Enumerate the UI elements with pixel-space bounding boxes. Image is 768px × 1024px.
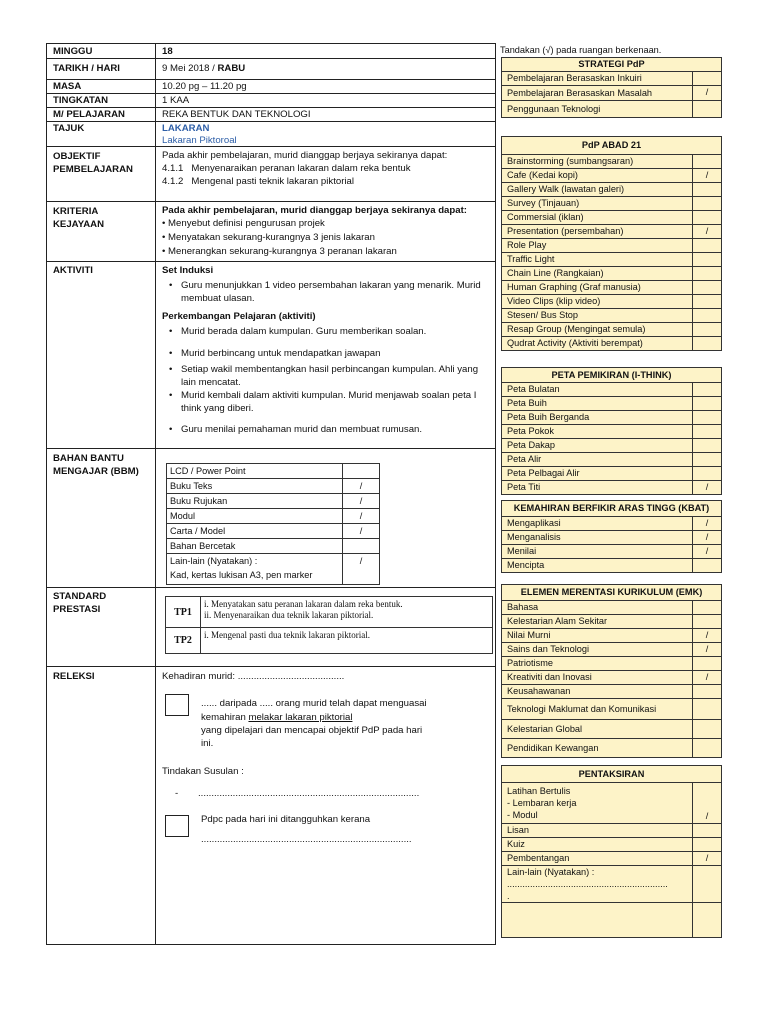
pdp21-item: Human Graphing (Graf manusia)	[502, 281, 693, 295]
emk-item: Kelestarian Alam Sekitar	[502, 615, 693, 629]
strategi-mark[interactable]: /	[693, 86, 722, 101]
pentaksiran-lain-mark[interactable]	[693, 866, 722, 903]
peta-mark[interactable]	[693, 425, 722, 439]
peta-row	[502, 397, 722, 411]
pdp21-mark[interactable]	[693, 309, 722, 323]
emk-item: Sains dan Teknologi	[502, 643, 693, 657]
emk-row	[502, 685, 722, 699]
tp2-text	[201, 628, 493, 654]
refleksi-underline-text: melakar lakaran piktorial	[248, 712, 353, 723]
pdp21-item: Survey (Tinjauan)	[502, 197, 693, 211]
aktiviti-label: AKTIVITI	[53, 265, 93, 276]
pdp21-row	[502, 239, 722, 253]
pdp21-row	[502, 309, 722, 323]
peta-title: PETA PEMIKIRAN (I-THINK)	[502, 368, 722, 383]
bbm-row	[167, 479, 380, 494]
peta-item: Peta Bulatan	[502, 383, 693, 397]
row-divider	[46, 448, 496, 449]
postpone-checkbox[interactable]	[165, 815, 189, 837]
kbat-row	[502, 559, 722, 573]
pdpc-dots: ...............................................................................	[201, 834, 412, 845]
kbat-row	[502, 545, 722, 559]
latihan-line: - Modul	[507, 810, 538, 820]
bbm-row	[167, 539, 380, 554]
pdp21-panel	[501, 136, 722, 351]
bbm-label-2: MENGAJAR (BBM)	[53, 466, 139, 477]
pdp21-row	[502, 169, 722, 183]
bbm-item: Carta / Model	[167, 524, 343, 539]
pdp21-title: PdP ABAD 21	[502, 137, 722, 155]
row-divider	[46, 121, 496, 122]
strategi-item: Pembelajaran Berasaskan Inkuiri	[502, 72, 693, 86]
strategi-row	[502, 101, 722, 118]
emk-row	[502, 720, 722, 739]
peta-mark[interactable]	[693, 411, 722, 425]
kbat-title: KEMAHIRAN BERFIKIR ARAS TINGG (KBAT)	[502, 501, 722, 517]
emk-mark[interactable]: /	[693, 671, 722, 685]
strategi-row	[502, 86, 722, 101]
tp1-key: TP1	[166, 597, 201, 628]
tindakan-dots: ...................................................................................	[198, 788, 420, 799]
pdpc-text: Pdpc pada hari ini ditangguhkan kerana	[201, 814, 371, 825]
row-divider	[46, 261, 496, 262]
tajuk-label: TAJUK	[53, 123, 85, 134]
bbm-mark[interactable]: /	[343, 479, 380, 494]
set-induksi-list	[162, 279, 482, 305]
pentaksiran-empty-mark[interactable]	[693, 903, 722, 938]
kriteria-label-2: KEJAYAAN	[53, 219, 105, 230]
objektif-intro: Pada akhir pembelajaran, murid dianggap berjaya sekiranya dapat:	[162, 150, 448, 161]
objektif-item-2	[162, 175, 354, 188]
perkembangan-item: • Murid kembali dalam aktiviti kumpulan. Murid menjawab soalan peta I think yang diberi.	[181, 389, 482, 415]
emk-row	[502, 643, 722, 657]
set-induksi-item: • Guru menunjukkan 1 video persembahan lakaran yang menarik. Murid membuat ulasan.	[181, 279, 482, 305]
kriteria-text: Menerangkan sekurang-kurangnya 3 peranan lakaran	[168, 246, 397, 257]
bbm-lain-label: Lain-lain (Nyatakan) :	[170, 556, 258, 566]
pentaksiran-lain-dots: ...............................................................	[507, 879, 668, 889]
emk-item: Nilai Murni	[502, 629, 693, 643]
emk-row	[502, 615, 722, 629]
refleksi-label: RELEKSI	[53, 671, 95, 682]
pdp21-item: Gallery Walk (lawatan galeri)	[502, 183, 693, 197]
kbat-row	[502, 531, 722, 545]
tindakan-dash: -	[175, 788, 179, 799]
row-divider	[46, 93, 496, 94]
kbat-mark[interactable]: /	[693, 517, 722, 531]
pdp21-mark[interactable]	[693, 281, 722, 295]
emk-item: Kelestarian Global	[502, 720, 693, 739]
row-divider	[46, 201, 496, 202]
tp-table	[165, 596, 493, 654]
latihan-line: Latihan Bertulis	[507, 786, 571, 796]
tajuk-line1: LAKARAN	[162, 123, 210, 134]
bbm-item: Buku Rujukan	[167, 494, 343, 509]
bbm-row	[167, 524, 380, 539]
pentaksiran-panel	[501, 765, 722, 938]
tarikh-day: RABU	[217, 63, 246, 74]
pdp21-row	[502, 225, 722, 239]
peta-mark[interactable]	[693, 467, 722, 481]
emk-item: Keusahawanan	[502, 685, 693, 699]
pelajaran-label: M/ PELAJARAN	[53, 109, 125, 120]
strategi-title: STRATEGI PdP	[502, 58, 722, 72]
set-induksi-title: Set Induksi	[162, 265, 214, 276]
kbat-mark[interactable]	[693, 559, 722, 573]
objektif-text: Menyenaraikan peranan lakaran dalam reka bentuk	[191, 163, 411, 174]
peta-row	[502, 425, 722, 439]
bbm-mark[interactable]: /	[343, 554, 380, 585]
perkembangan-item: • Setiap wakil membentangkan hasil perbincangan kumpulan. Ahli yang lain mencatat.	[181, 363, 482, 389]
peta-item: Peta Pelbagai Alir	[502, 467, 693, 481]
instruction-note: Tandakan (√) pada ruangan berkenaan.	[500, 45, 662, 55]
pdp21-mark[interactable]	[693, 239, 722, 253]
perkembangan-list	[162, 325, 482, 436]
pdp21-title-row	[502, 137, 722, 155]
emk-row	[502, 601, 722, 615]
pdp21-row	[502, 253, 722, 267]
row-divider	[46, 58, 496, 59]
kbat-row	[502, 517, 722, 531]
kbat-item: Mencipta	[502, 559, 693, 573]
tp1-line: i. Menyatakan satu peranan lakaran dalam reka bentuk.	[204, 599, 403, 609]
bbm-row	[167, 494, 380, 509]
pdp21-item: Cafe (Kedai kopi)	[502, 169, 693, 183]
tindakan-susulan-label: Tindakan Susulan :	[162, 766, 244, 777]
bbm-mark[interactable]: /	[343, 494, 380, 509]
emk-item: Patriotisme	[502, 657, 693, 671]
peta-mark[interactable]	[693, 439, 722, 453]
minggu-label: MINGGU	[53, 46, 93, 57]
pdp21-mark[interactable]	[693, 211, 722, 225]
pdp21-item: Resap Group (Mengingat semula)	[502, 323, 693, 337]
pdp21-row	[502, 295, 722, 309]
pdp21-row	[502, 281, 722, 295]
kriteria-item: • Menyebut definisi pengurusan projek	[162, 218, 325, 229]
pdp21-item: Chain Line (Rangkaian)	[502, 267, 693, 281]
tarikh-label: TARIKH / HARI	[53, 63, 120, 74]
pdp21-mark[interactable]	[693, 267, 722, 281]
kbat-item: Mengaplikasi	[502, 517, 693, 531]
pdp21-mark[interactable]	[693, 155, 722, 169]
emk-mark[interactable]: /	[693, 629, 722, 643]
bbm-lain-cell	[167, 554, 343, 585]
peta-item: Peta Titi	[502, 481, 693, 495]
tajuk-line2: Lakaran Piktoroal	[162, 135, 237, 146]
kbat-mark[interactable]: /	[693, 545, 722, 559]
peta-item: Peta Alir	[502, 453, 693, 467]
kriteria-item: • Menyatakan sekurang-kurangnya 3 jenis lakaran	[162, 232, 375, 243]
perkembangan-item: • Guru menilai pemahaman murid dan membuat rumusan.	[181, 423, 482, 436]
refleksi-line-2	[201, 711, 352, 724]
kriteria-intro: Pada akhir pembelajaran, murid dianggap berjaya sekiranya dapat:	[162, 205, 467, 216]
strategi-mark[interactable]	[693, 101, 722, 118]
tingkatan-label: TINGKATAN	[53, 95, 109, 106]
bbm-row	[167, 464, 380, 479]
peta-mark[interactable]: /	[693, 481, 722, 495]
pdp21-item: Stesen/ Bus Stop	[502, 309, 693, 323]
pdp21-row	[502, 211, 722, 225]
standard-label-2: PRESTASI	[53, 604, 101, 615]
kriteria-text: Menyebut definisi pengurusan projek	[168, 218, 325, 229]
standard-label-1: STANDARD	[53, 591, 107, 602]
perkembangan-item: • Murid berbincang untuk mendapatkan jawapan	[181, 347, 482, 360]
strategi-row	[502, 72, 722, 86]
pdp21-mark[interactable]	[693, 295, 722, 309]
pdp21-row	[502, 267, 722, 281]
strategi-title-row	[502, 58, 722, 72]
peta-item: Peta Buih	[502, 397, 693, 411]
peta-item: Peta Pokok	[502, 425, 693, 439]
pdp21-mark[interactable]	[693, 197, 722, 211]
pentaksiran-lain-label: Lain-lain (Nyatakan) :	[507, 867, 595, 877]
peta-panel	[501, 367, 722, 495]
refleksi-line-3: yang dipelajari dan mencapai objektif PdP pada hari	[201, 725, 423, 736]
kriteria-item: • Menerangkan sekurang-kurangnya 3 peranan lakaran	[162, 246, 397, 257]
pdp21-mark[interactable]: /	[693, 225, 722, 239]
emk-row	[502, 739, 722, 758]
tp2-key: TP2	[166, 628, 201, 654]
bbm-item: Buku Teks	[167, 479, 343, 494]
row-divider	[46, 146, 496, 147]
emk-row	[502, 699, 722, 720]
peta-row	[502, 481, 722, 495]
pdp21-item: Presentation (persembahan)	[502, 225, 693, 239]
bbm-mark[interactable]: /	[343, 524, 380, 539]
emk-item: Bahasa	[502, 601, 693, 615]
objektif-item-1	[162, 162, 411, 175]
pelajaran-value: REKA BENTUK DAN TEKNOLOGI	[162, 109, 311, 120]
peta-row	[502, 383, 722, 397]
perkembangan-title: Perkembangan Pelajaran (aktiviti)	[162, 311, 316, 322]
refleksi-line-1: ...... daripada ..... orang murid telah dapat menguasai	[201, 698, 427, 709]
bbm-row	[167, 554, 380, 585]
strategi-panel	[501, 57, 722, 118]
emk-title-row	[502, 585, 722, 601]
tarikh-value	[162, 62, 245, 75]
peta-row	[502, 439, 722, 453]
pdp21-row	[502, 323, 722, 337]
emk-mark[interactable]	[693, 685, 722, 699]
emk-item: Kreativiti dan Inovasi	[502, 671, 693, 685]
bbm-item: LCD / Power Point	[167, 464, 343, 479]
peta-mark[interactable]	[693, 397, 722, 411]
emk-panel	[501, 584, 722, 758]
pentaksiran-lain-dot: .	[507, 891, 510, 901]
tarikh-date: 9 Mei 2018 /	[162, 63, 215, 74]
pdp21-row	[502, 197, 722, 211]
peta-title-row	[502, 368, 722, 383]
emk-mark[interactable]	[693, 601, 722, 615]
kbat-title-row	[502, 501, 722, 517]
peta-mark[interactable]	[693, 383, 722, 397]
peta-mark[interactable]	[693, 453, 722, 467]
minggu-value: 18	[162, 46, 173, 57]
pdp21-row	[502, 337, 722, 351]
pentaksiran-mark[interactable]: /	[693, 852, 722, 866]
pentaksiran-item: Lisan	[502, 824, 693, 838]
strategi-item: Pembelajaran Berasaskan Masalah	[502, 86, 693, 101]
kbat-mark[interactable]: /	[693, 531, 722, 545]
pdp21-mark[interactable]: /	[693, 169, 722, 183]
masa-label: MASA	[53, 81, 82, 92]
latihan-line: - Lembaran kerja	[507, 798, 577, 808]
pentaksiran-mark[interactable]	[693, 824, 722, 838]
tingkatan-value: 1 KAA	[162, 95, 190, 106]
kriteria-label-1: KRITERIA	[53, 206, 99, 217]
row-divider	[46, 587, 496, 588]
emk-mark[interactable]	[693, 615, 722, 629]
kbat-item: Menilai	[502, 545, 693, 559]
pdp21-row	[502, 155, 722, 169]
masa-value: 10.20 pg – 11.20 pg	[162, 81, 247, 92]
row-divider	[46, 79, 496, 80]
pdp21-item: Traffic Light	[502, 253, 693, 267]
pentaksiran-mark[interactable]	[693, 838, 722, 852]
pdp21-item: Role Play	[502, 239, 693, 253]
pdp21-mark[interactable]	[693, 323, 722, 337]
tp1-line: ii. Menyenaraikan dua teknik lakaran piktorial.	[204, 610, 374, 620]
pdp21-mark[interactable]	[693, 253, 722, 267]
pentaksiran-item: Pembentangan	[502, 852, 693, 866]
row-divider	[46, 666, 496, 667]
latihan-mark[interactable]: /	[693, 783, 722, 824]
objektif-num: 4.1.2	[162, 176, 184, 187]
tp2-line: i. Mengenal pasti dua teknik lakaran piktorial.	[204, 630, 370, 640]
bbm-lain-value: Kad, kertas lukisan A3, pen marker	[170, 570, 313, 580]
kbat-item: Menganalisis	[502, 531, 693, 545]
objektif-text: Mengenal pasti teknik lakaran piktorial	[191, 176, 354, 187]
pentaksiran-empty-cell	[502, 903, 693, 938]
bbm-row	[167, 509, 380, 524]
peta-row	[502, 467, 722, 481]
objektif-label-2: PEMBELAJARAN	[53, 164, 133, 175]
pdp21-item: Video Clips (klip video)	[502, 295, 693, 309]
refleksi-line-4: ini.	[201, 738, 214, 749]
peta-item: Peta Dakap	[502, 439, 693, 453]
peta-row	[502, 411, 722, 425]
pentaksiran-lain-cell	[502, 866, 693, 903]
bbm-item: Bahan Bercetak	[167, 539, 343, 554]
reflection-checkbox[interactable]	[165, 694, 189, 716]
bbm-mark[interactable]	[343, 464, 380, 479]
objektif-num: 4.1.1	[162, 163, 184, 174]
emk-mark[interactable]	[693, 720, 722, 739]
strategi-item: Penggunaan Teknologi	[502, 101, 693, 118]
kbat-panel	[501, 500, 722, 573]
bbm-table	[166, 463, 380, 585]
peta-item: Peta Buih Berganda	[502, 411, 693, 425]
bbm-label-1: BAHAN BANTU	[53, 453, 124, 464]
bbm-item: Modul	[167, 509, 343, 524]
tp1-text	[201, 597, 493, 628]
emk-mark[interactable]	[693, 739, 722, 758]
emk-item: Teknologi Maklumat dan Komunikasi	[502, 699, 693, 720]
emk-row	[502, 671, 722, 685]
pdp21-item: Commersial (iklan)	[502, 211, 693, 225]
latihan-bertulis-cell	[502, 783, 693, 824]
emk-mark[interactable]	[693, 699, 722, 720]
kehadiran-text: Kehadiran murid: ........................................	[162, 671, 345, 682]
objektif-label-1: OBJEKTIF	[53, 151, 101, 162]
pentaksiran-item: Kuiz	[502, 838, 693, 852]
emk-item: Pendidikan Kewangan	[502, 739, 693, 758]
emk-mark[interactable]: /	[693, 643, 722, 657]
kriteria-text: Menyatakan sekurang-kurangnya 3 jenis lakaran	[168, 232, 375, 243]
perkembangan-item: • Murid berada dalam kumpulan. Guru memberikan soalan.	[181, 325, 482, 338]
refleksi-text: kemahiran	[201, 712, 249, 723]
pdp21-item: Qudrat Activity (Aktiviti berempat)	[502, 337, 693, 351]
peta-row	[502, 453, 722, 467]
bbm-mark[interactable]: /	[343, 509, 380, 524]
pdp21-row	[502, 183, 722, 197]
emk-mark[interactable]	[693, 657, 722, 671]
pdp21-mark[interactable]	[693, 337, 722, 351]
column-divider	[155, 43, 156, 945]
bbm-mark[interactable]	[343, 539, 380, 554]
emk-title: ELEMEN MERENTASI KURIKULUM (EMK)	[502, 585, 722, 601]
pdp21-item: Brainstorming (sumbangsaran)	[502, 155, 693, 169]
strategi-mark[interactable]	[693, 72, 722, 86]
emk-row	[502, 657, 722, 671]
pentaksiran-title: PENTAKSIRAN	[502, 766, 722, 783]
emk-row	[502, 629, 722, 643]
pdp21-mark[interactable]	[693, 183, 722, 197]
